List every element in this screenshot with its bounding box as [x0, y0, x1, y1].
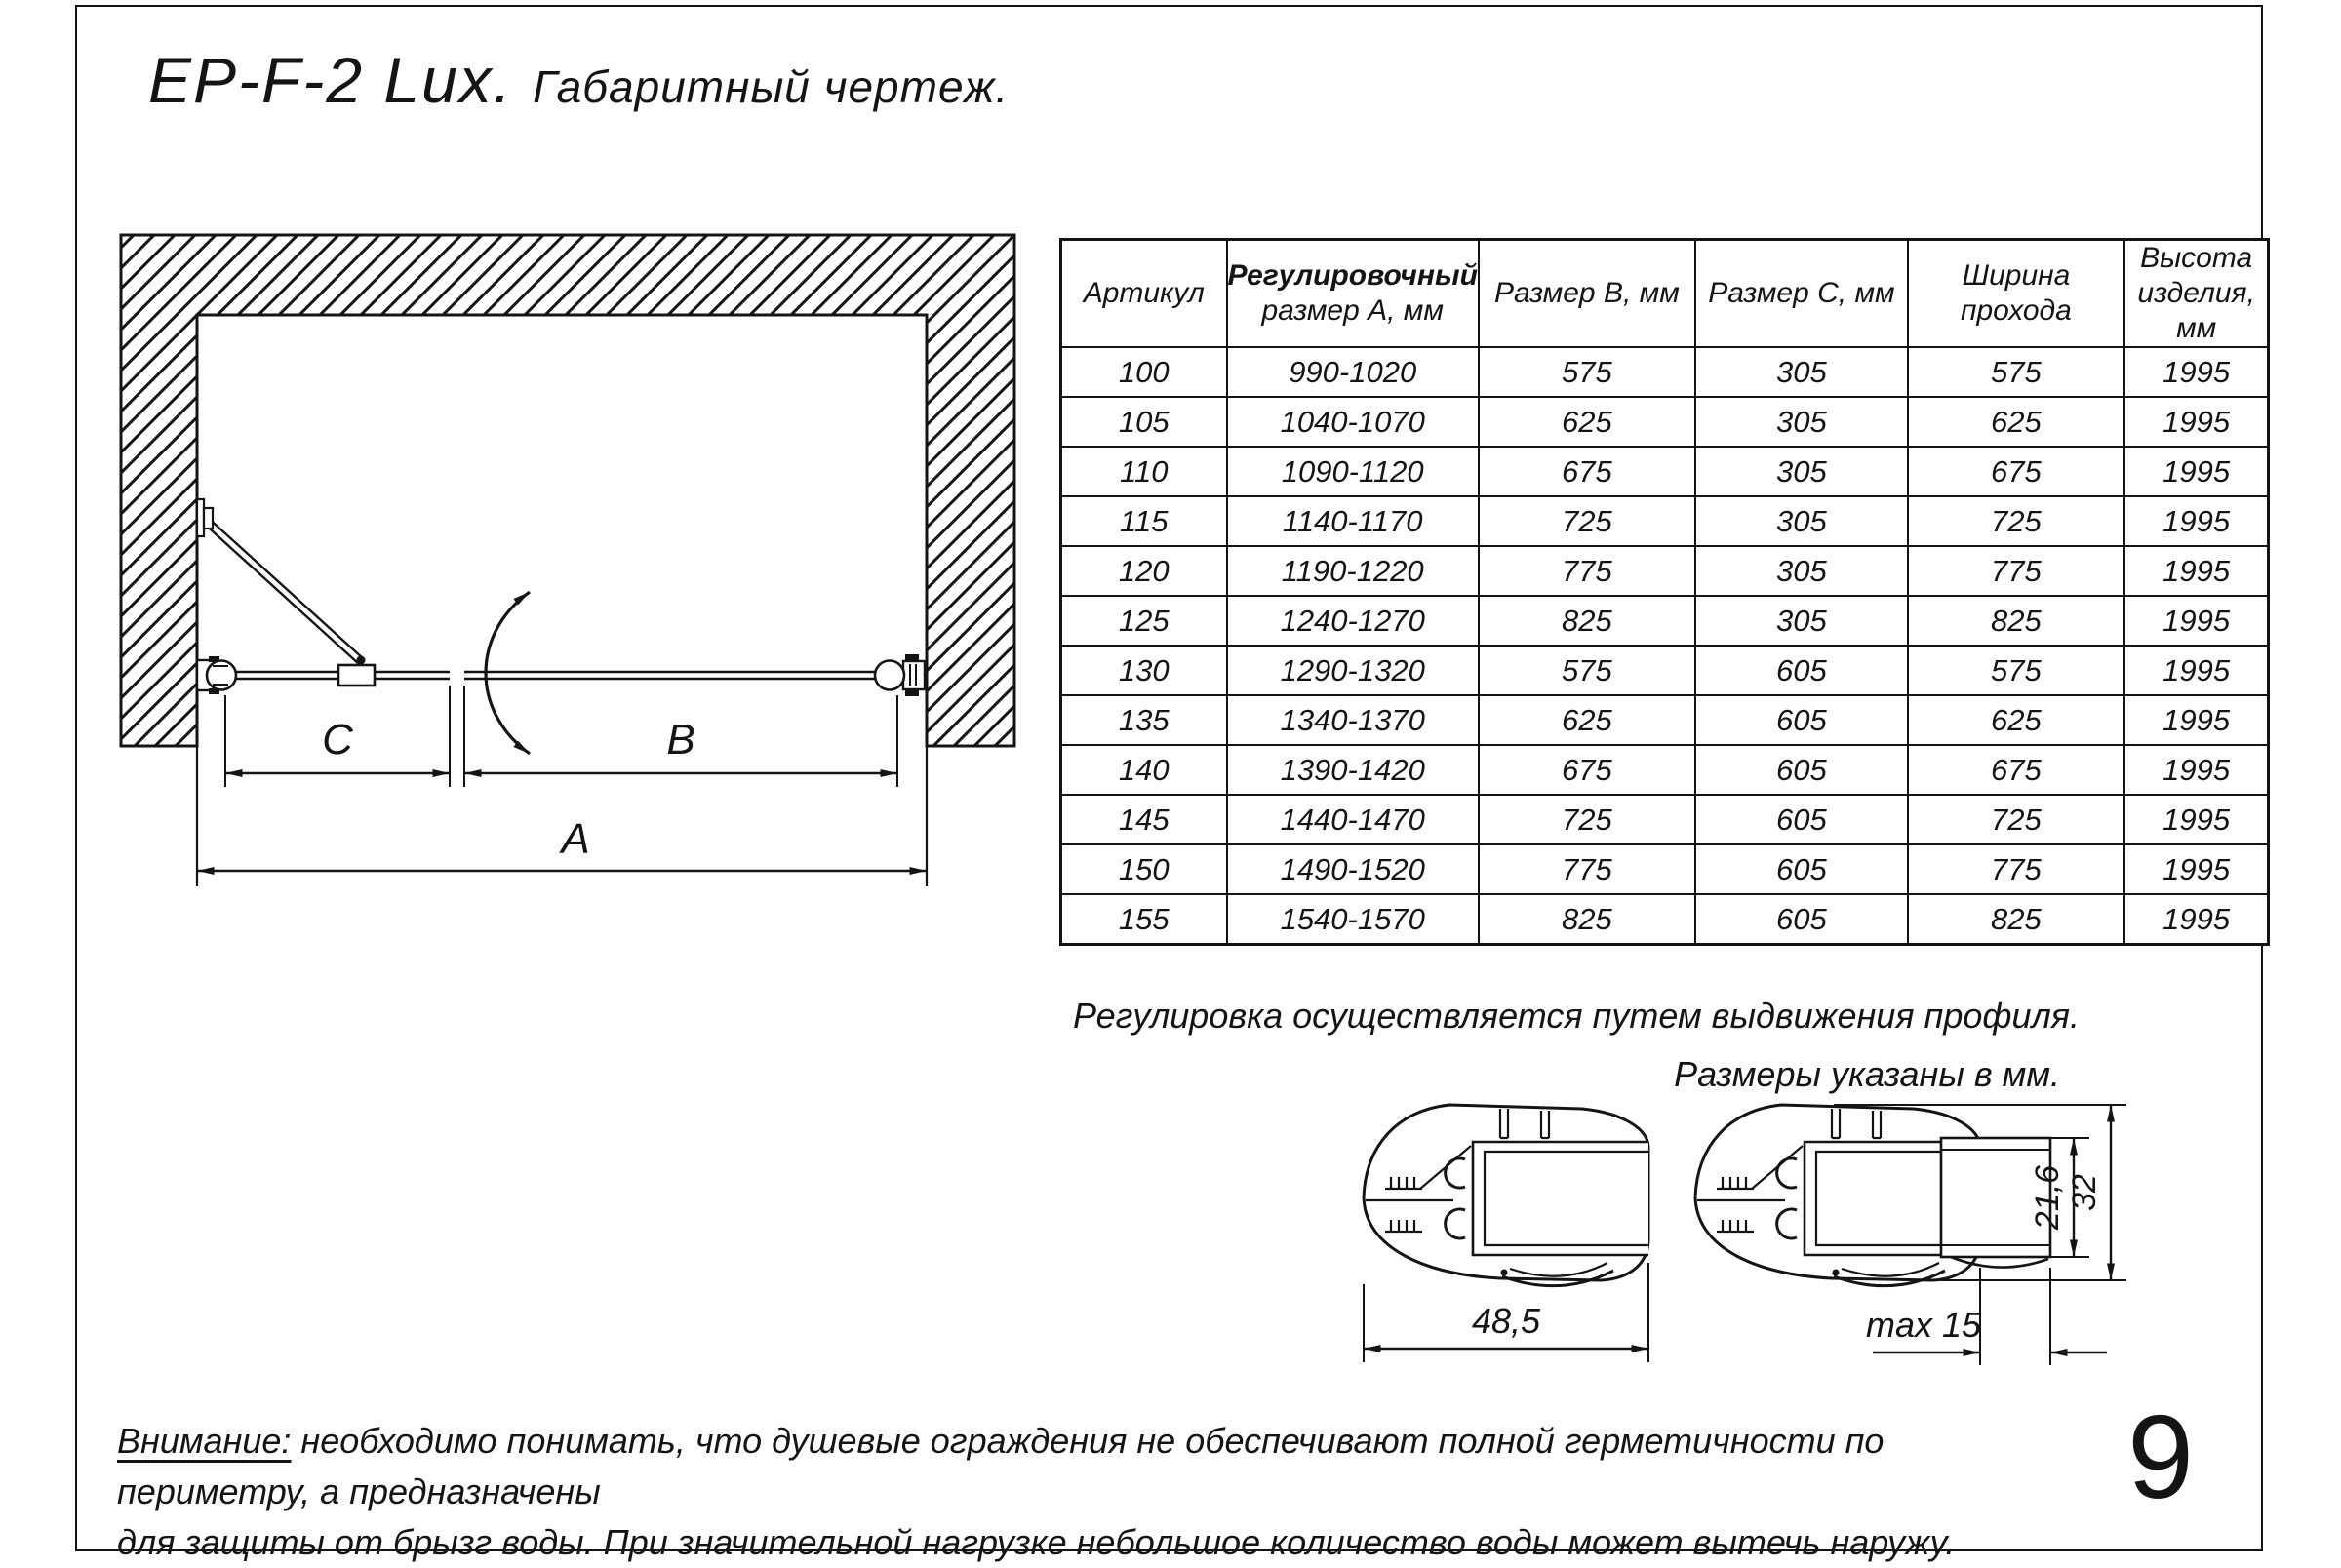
- drawing-caption: Габаритный чертеж.: [533, 61, 1010, 112]
- table-cell: 825: [1479, 894, 1695, 945]
- profile-sections-drawing: [1327, 1068, 2136, 1409]
- table-cell: 1995: [2124, 546, 2269, 596]
- table-cell: 105: [1061, 397, 1227, 447]
- dimensions-table: [1059, 238, 2270, 946]
- table-header-cell: Размер В, мм: [1479, 240, 1695, 348]
- table-cell: 130: [1061, 646, 1227, 695]
- folding-door-panel: [201, 516, 364, 664]
- warning-line-1: [117, 1416, 2078, 1517]
- table-row: [1061, 546, 2269, 596]
- dim-label-a: A: [561, 815, 590, 863]
- table-cell: 775: [1479, 844, 1695, 894]
- table-header-cell: Артикул: [1061, 240, 1227, 348]
- table-header-cell: Ширина прохода: [1908, 240, 2124, 348]
- dim-label-c: C: [322, 716, 353, 764]
- table-cell: 1995: [2124, 347, 2269, 397]
- dim-label-width: 48,5: [1471, 1301, 1541, 1341]
- table-header-cell: Регулировочный размер А, мм: [1227, 240, 1479, 348]
- door-hinge-points: [201, 515, 366, 665]
- table-cell: 675: [1479, 447, 1695, 496]
- dim-label-inner: 21,6: [2029, 1164, 2066, 1231]
- table-cell: 605: [1695, 745, 1908, 795]
- table-cell: 625: [1479, 397, 1695, 447]
- table-cell: 155: [1061, 894, 1227, 945]
- table-cell: 605: [1695, 844, 1908, 894]
- table-row: [1061, 894, 2269, 945]
- table-cell: 1490-1520: [1227, 844, 1479, 894]
- profile-section-adjustable: [1695, 1105, 2050, 1286]
- table-cell: 1995: [2124, 496, 2269, 546]
- table-cell: 120: [1061, 546, 1227, 596]
- table-cell: 1290-1320: [1227, 646, 1479, 695]
- table-row: [1061, 596, 2269, 646]
- table-row: [1061, 695, 2269, 745]
- table-cell: 675: [1908, 447, 2124, 496]
- pivot-block: [338, 665, 375, 686]
- dim-label-outer: 32: [2066, 1174, 2103, 1211]
- table-cell: 305: [1695, 447, 1908, 496]
- table-cell: 140: [1061, 745, 1227, 795]
- table-cell: 575: [1479, 646, 1695, 695]
- product-model: EP-F-2 Lux.: [148, 44, 514, 116]
- table-cell: 625: [1479, 695, 1695, 745]
- table-cell: 1090-1120: [1227, 447, 1479, 496]
- page-title: [148, 43, 1009, 117]
- table-cell: 1995: [2124, 646, 2269, 695]
- note-line-1: Регулировка осуществляется путем выдвижения профиля.: [1073, 996, 2081, 1036]
- table-cell: 725: [1908, 795, 2124, 844]
- profile-section-fixed: [1364, 1105, 1648, 1286]
- warning-label: Внимание:: [117, 1421, 292, 1461]
- table-cell: 725: [1479, 496, 1695, 546]
- table-cell: 775: [1908, 546, 2124, 596]
- table-cell: 100: [1061, 347, 1227, 397]
- table-cell: 605: [1695, 795, 1908, 844]
- table-cell: 775: [1479, 546, 1695, 596]
- table-cell: 575: [1908, 347, 2124, 397]
- table-cell: 1995: [2124, 795, 2269, 844]
- table-cell: 1995: [2124, 695, 2269, 745]
- table-cell: 1240-1270: [1227, 596, 1479, 646]
- plan-drawing: [88, 219, 1044, 941]
- table-cell: 605: [1695, 695, 1908, 745]
- table-cell: 305: [1695, 347, 1908, 397]
- table-row: [1061, 447, 2269, 496]
- table-cell: 625: [1908, 695, 2124, 745]
- warning-text: [117, 1416, 2078, 1568]
- table-cell: 1995: [2124, 844, 2269, 894]
- table-cell: 305: [1695, 596, 1908, 646]
- table-cell: 305: [1695, 496, 1908, 546]
- table-cell: 825: [1908, 596, 2124, 646]
- table-cell: 725: [1908, 496, 2124, 546]
- note-line-2: Размеры указаны в мм.: [1674, 1054, 2060, 1094]
- table-cell: 605: [1695, 646, 1908, 695]
- table-body: [1061, 347, 2269, 945]
- table-cell: 1995: [2124, 596, 2269, 646]
- table-cell: 115: [1061, 496, 1227, 546]
- warning-text-1: необходимо понимать, что душевые ограждения не обеспечивают полной герметичности по периметру, а предназначены: [117, 1421, 1885, 1511]
- table-cell: 1995: [2124, 894, 2269, 945]
- table-cell: 1040-1070: [1227, 397, 1479, 447]
- table-cell: 1995: [2124, 745, 2269, 795]
- right-wall-profile: [875, 654, 925, 696]
- table-header-cell: Высота изделия, мм: [2124, 240, 2269, 348]
- table-cell: 135: [1061, 695, 1227, 745]
- table-cell: 575: [1908, 646, 2124, 695]
- table-cell: 775: [1908, 844, 2124, 894]
- table-row: [1061, 496, 2269, 546]
- table-cell: 605: [1695, 894, 1908, 945]
- table-row: [1061, 745, 2269, 795]
- table-cell: 305: [1695, 546, 1908, 596]
- dim-max-15: [1866, 1268, 2107, 1365]
- warning-line-2: для защиты от брызг воды. При значительной нагрузке небольшое количество воды может вытечь наружу.: [117, 1522, 1956, 1562]
- table-row: [1061, 646, 2269, 695]
- table-cell: 625: [1908, 397, 2124, 447]
- table-header-cell: Размер С, мм: [1695, 240, 1908, 348]
- table-cell: 575: [1479, 347, 1695, 397]
- page-number: 9: [2127, 1391, 2194, 1523]
- dim-label-b: B: [666, 716, 695, 764]
- table-row: [1061, 347, 2269, 397]
- table-cell: 150: [1061, 844, 1227, 894]
- table-cell: 675: [1908, 745, 2124, 795]
- table-cell: 125: [1061, 596, 1227, 646]
- table-cell: 305: [1695, 397, 1908, 447]
- table-row: [1061, 795, 2269, 844]
- dim-label-max: max 15: [1865, 1305, 1982, 1345]
- table-cell: 1340-1370: [1227, 695, 1479, 745]
- table-row: [1061, 397, 2269, 447]
- left-wall-profile: [197, 656, 236, 694]
- table-header-row: [1061, 240, 2269, 348]
- table-cell: 990-1020: [1227, 347, 1479, 397]
- table-cell: 1995: [2124, 447, 2269, 496]
- table-cell: 1140-1170: [1227, 496, 1479, 546]
- table-row: [1061, 844, 2269, 894]
- table-cell: 1540-1570: [1227, 894, 1479, 945]
- table-cell: 1440-1470: [1227, 795, 1479, 844]
- table-cell: 1995: [2124, 397, 2269, 447]
- table-cell: 825: [1479, 596, 1695, 646]
- table-cell: 1390-1420: [1227, 745, 1479, 795]
- glass-panels: [231, 672, 880, 679]
- table-cell: 825: [1908, 894, 2124, 945]
- table-cell: 675: [1479, 745, 1695, 795]
- table-cell: 145: [1061, 795, 1227, 844]
- table-cell: 725: [1479, 795, 1695, 844]
- table-cell: 1190-1220: [1227, 546, 1479, 596]
- table-cell: 110: [1061, 447, 1227, 496]
- table-head: [1061, 240, 2269, 348]
